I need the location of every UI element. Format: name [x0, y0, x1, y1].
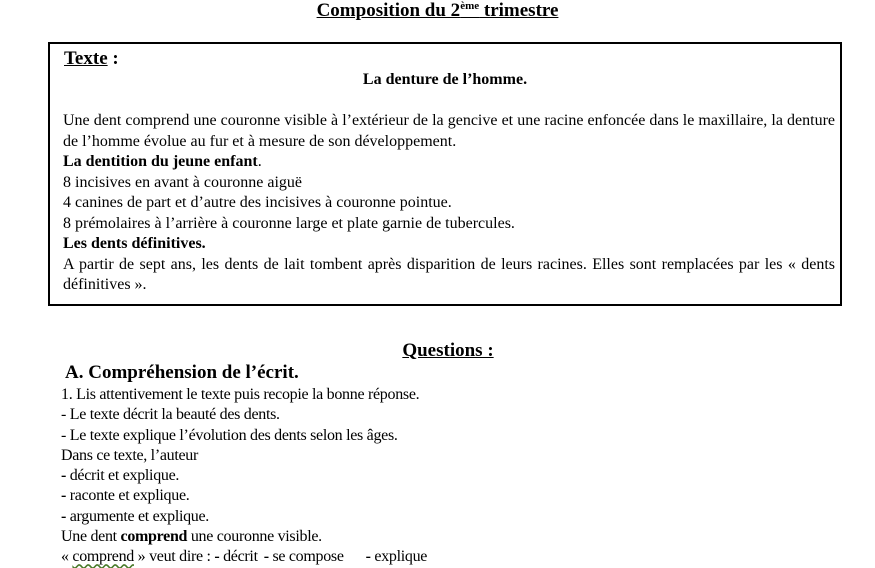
section-a-heading: A. Compréhension de l’écrit. — [65, 362, 299, 383]
option-text: argumente et explique. — [69, 507, 210, 525]
question-3-post: une couronne visible. — [187, 528, 322, 546]
questions-body — [61, 385, 841, 568]
section2-title: Les dents définitives. — [63, 235, 206, 252]
option-text: décrit et explique. — [69, 467, 180, 485]
title-prefix: Composition du 2 — [316, 0, 461, 21]
text-line: 8 prémolaires à l’arrière à couronne large et plate garnie de tubercules. — [63, 214, 515, 232]
question-1-option: - Le texte décrit la beauté des dents. — [61, 406, 280, 424]
text-label-colon: : — [107, 48, 119, 69]
option-dash: - — [61, 507, 70, 525]
question-2-option — [61, 507, 841, 527]
question-3-pre: Une dent — [61, 528, 121, 546]
question-1-option: - Le texte explique l’évolution des dents selon les âges. — [61, 426, 398, 444]
text-label-word: Texte — [64, 48, 108, 69]
questions-title: Questions : — [402, 340, 494, 361]
text-line: 8 incisives en avant à couronne aiguë — [63, 173, 303, 191]
text-box — [48, 42, 842, 306]
question-4-option-1: décrit — [223, 548, 258, 566]
question-4-option-3: explique — [374, 548, 428, 566]
section2-text: A partir de sept ans, les dents de lait tombent après disparition de leurs racines. Elles sont remplacées par les « dents définitives ». — [63, 255, 835, 293]
text-body — [63, 111, 835, 296]
text-title: La denture de l’homme. — [362, 71, 528, 88]
question-4-option-2: se compose — [272, 548, 344, 566]
title-superscript: ème — [460, 0, 480, 12]
section1-title-end: . — [257, 153, 262, 170]
text-label — [64, 48, 119, 70]
page-title — [0, 0, 875, 22]
question-2-option — [61, 486, 841, 506]
option-text: raconte et explique. — [69, 487, 190, 505]
question-4-open: « — [61, 548, 73, 566]
option-dash: - — [61, 487, 70, 505]
question-4-word: comprend — [72, 548, 134, 566]
section1-title: La dentition du jeune enfant — [63, 153, 258, 170]
title-suffix: trimestre — [479, 0, 559, 21]
question-3 — [61, 527, 841, 547]
question-2-option — [61, 466, 841, 486]
option-dash: - — [263, 548, 273, 566]
question-3-keyword: comprend — [120, 528, 188, 546]
option-dash: - — [214, 548, 224, 566]
text-line: 4 canines de part et d’autre des incisives à couronne pointue. — [63, 194, 452, 211]
question-1: 1. Lis attentivement le texte puis recopie la bonne réponse. — [61, 386, 420, 403]
section1-heading — [63, 152, 835, 173]
question-2-stem: Dans ce texte, l’auteur — [61, 446, 199, 464]
question-4-rest: » veut dire : — [133, 548, 215, 566]
question-4 — [61, 547, 841, 567]
text-intro: Une dent comprend une couronne visible à l’extérieur de la gencive et une racine enfoncée dans le maxillaire, la denture de l’homme évolue au fur et à mesure de son développement. — [63, 112, 835, 150]
option-dash: - — [61, 467, 70, 485]
option-dash: - — [365, 548, 375, 566]
